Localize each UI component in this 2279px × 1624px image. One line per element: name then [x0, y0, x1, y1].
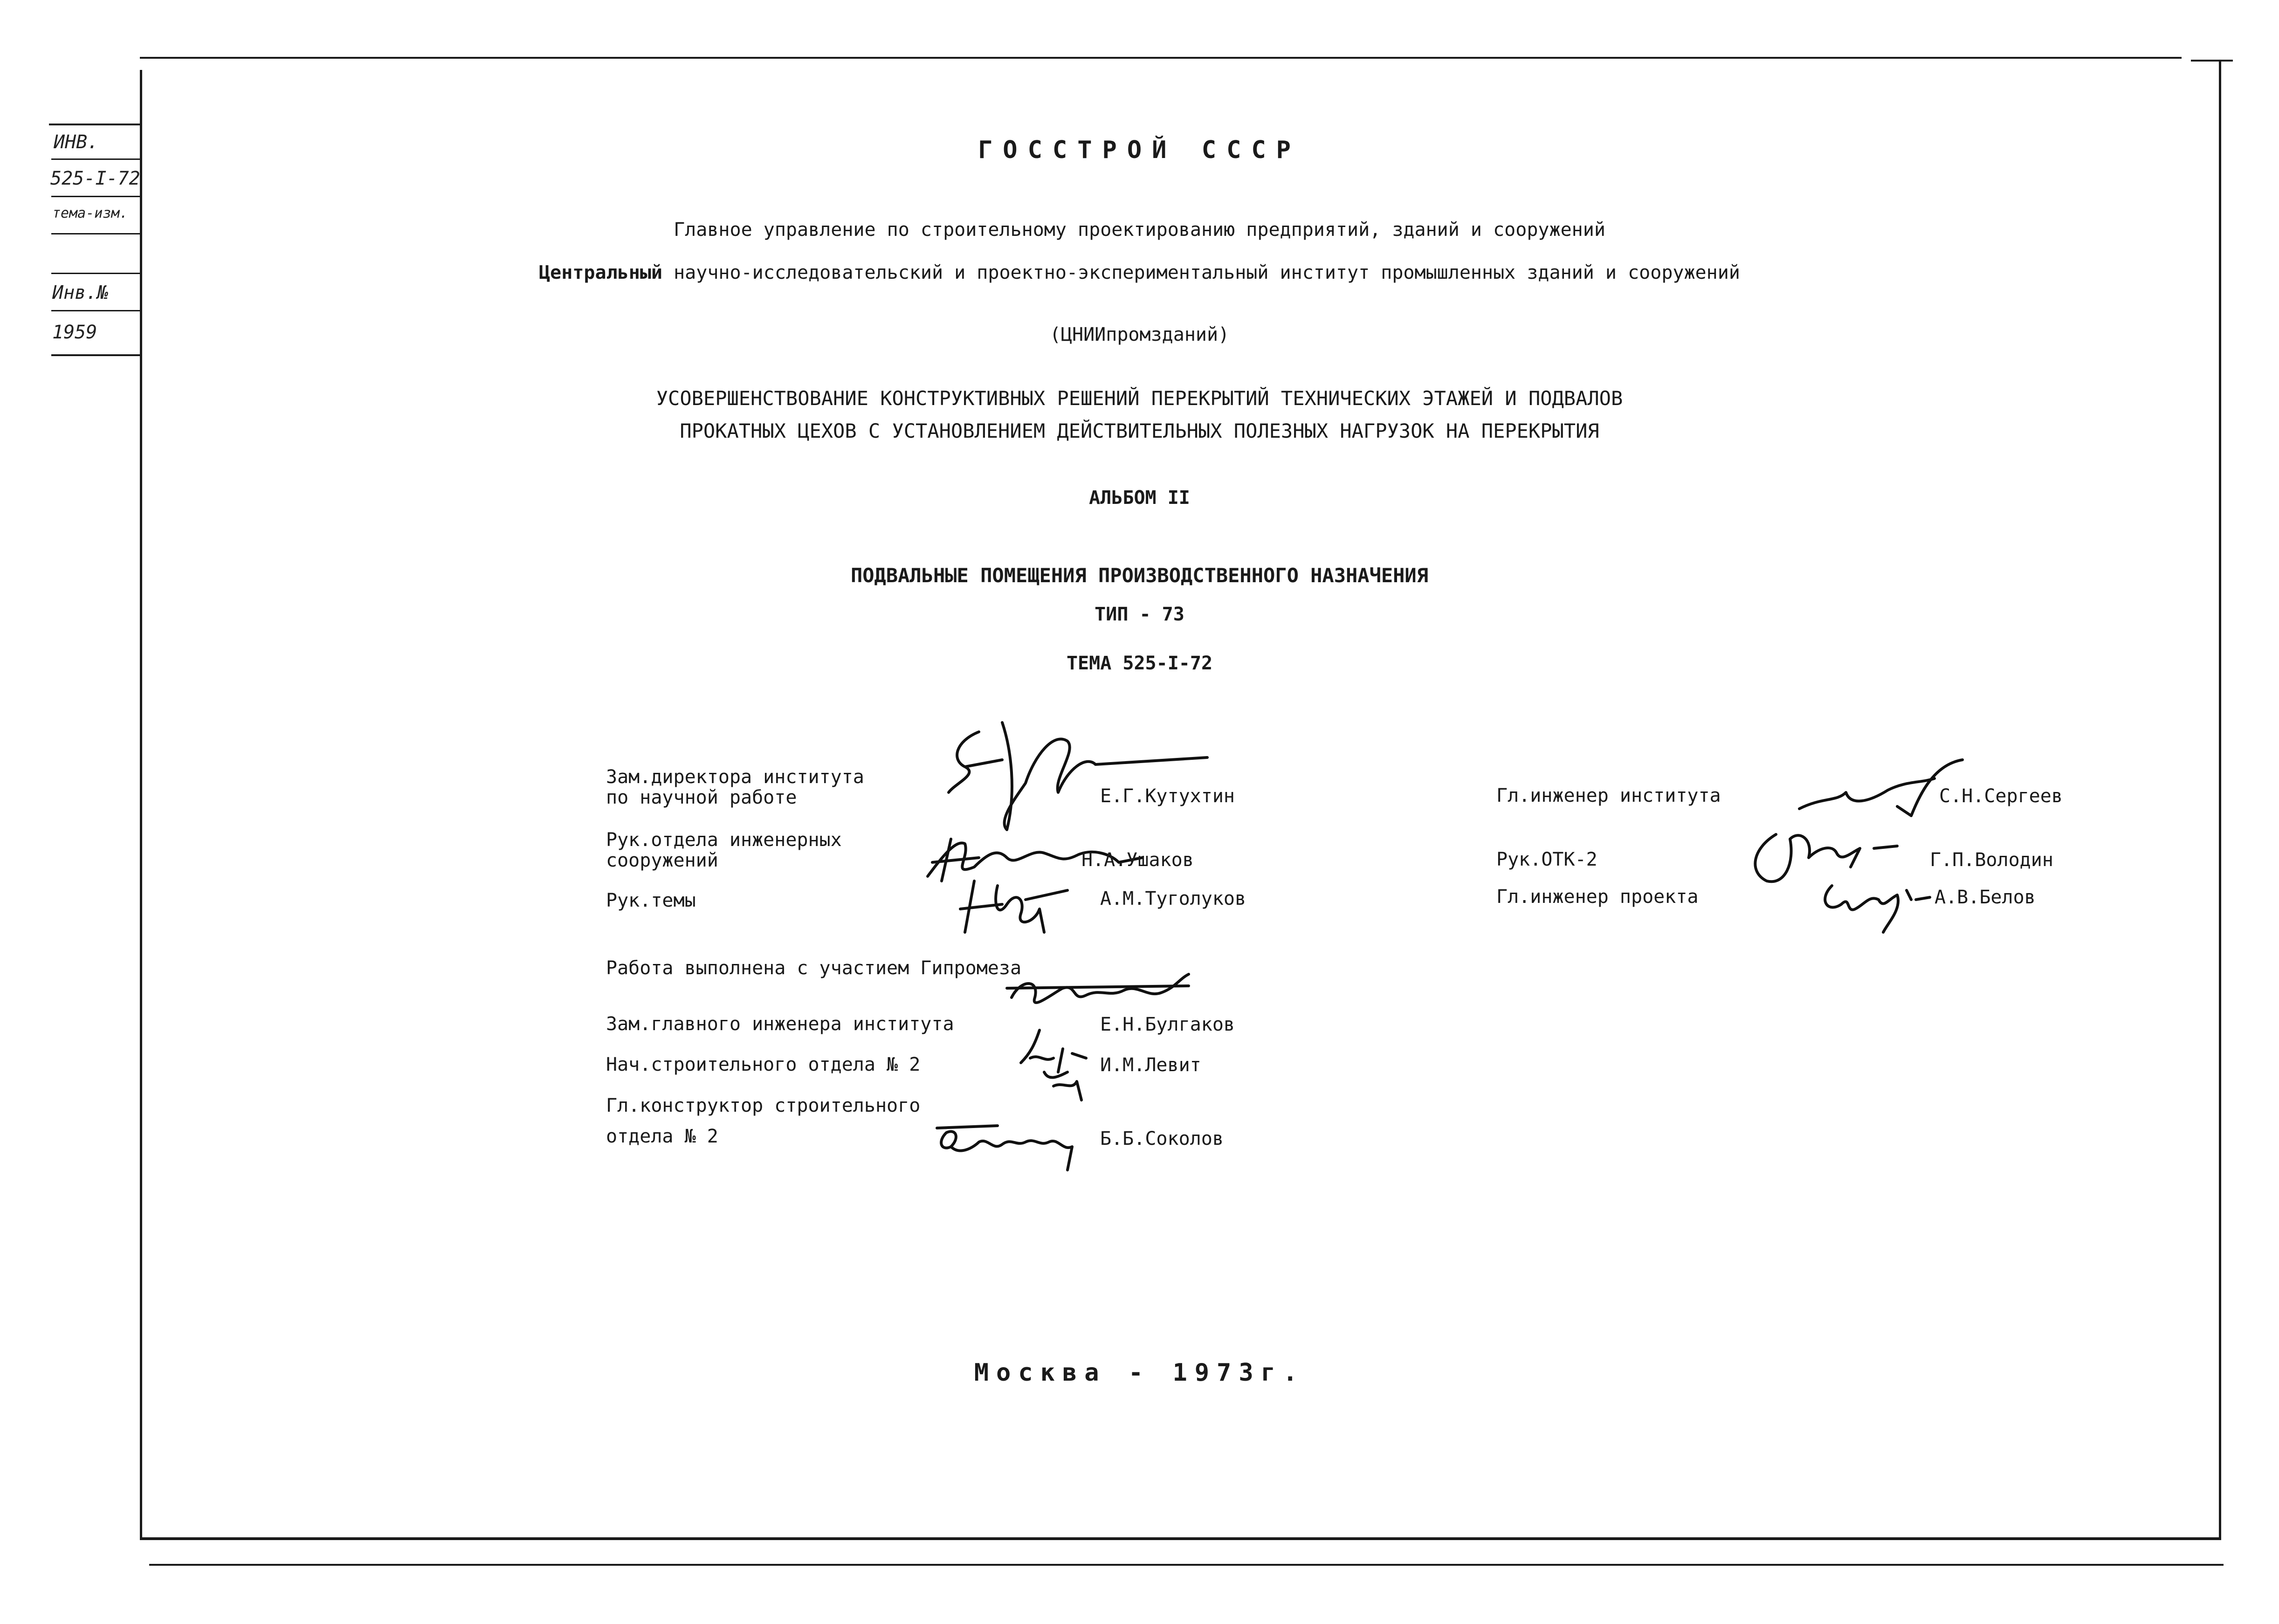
signatory-name: Н.А.Ушаков: [1081, 849, 1194, 871]
signatory-name: А.В.Белов: [1935, 887, 2036, 908]
institute-line: [0, 262, 2279, 283]
signatory-role: Рук.ОТК-2: [1496, 849, 1597, 870]
participant-role: Гл.конструктор строительного отдела № 2: [606, 1095, 921, 1147]
bottom-border: [140, 1537, 2221, 1540]
stamp-inv-number: 1959: [52, 322, 97, 343]
participation-intro: Работа выполнена с участием Гипромеза: [606, 957, 1022, 979]
stamp-theme-code: 525-I-72: [50, 168, 140, 189]
signatory-role: Гл.инженер института: [1496, 785, 1721, 806]
signatory-name: Г.П.Володин: [1930, 849, 2053, 871]
top-border: [140, 57, 2182, 59]
signature-sokolov: [932, 1119, 1091, 1175]
place-year: Москва - 1973г.: [974, 1359, 1305, 1387]
signature-kutukhtin: [946, 713, 1207, 834]
theme-line: ТЕМА 525-I-72: [1066, 653, 1213, 674]
signatory-name: С.Н.Сергеев: [1939, 785, 2063, 807]
signatory-role: Зам.директора института по научной работе: [606, 766, 864, 808]
type-line: ТИП - 73: [1095, 604, 1184, 625]
title-line-2: ПРОКАТНЫХ ЦЕХОВ С УСТАНОВЛЕНИЕМ ДЕЙСТВИТЕЛЬНЫХ ПОЛЕЗНЫХ НАГРУЗОК НА ПЕРЕКРЫТИЯ: [680, 420, 1599, 442]
participant-role: Нач.строительного отдела № 2: [606, 1054, 921, 1075]
signatory-role: Рук.темы: [606, 890, 696, 911]
stamp-inv: ИНВ.: [54, 131, 99, 153]
subject-line: ПОДВАЛЬНЫЕ ПОМЕЩЕНИЯ ПРОИЗВОДСТВЕННОГО НАЗНАЧЕНИЯ: [850, 564, 1429, 587]
institute-abbr: (ЦНИИпромзданий): [1049, 324, 1230, 345]
signature-tugolukov: [956, 872, 1086, 937]
participant-name: Е.Н.Булгаков: [1100, 1014, 1235, 1035]
signatory-role: Гл.инженер проекта: [1496, 886, 1699, 908]
institute-line-bold: Центральный: [539, 262, 662, 283]
signatory-name: А.М.Туголуков: [1100, 888, 1246, 909]
participant-name: Б.Б.Соколов: [1100, 1128, 1224, 1149]
stamp-inv-no: Инв.№: [52, 282, 109, 303]
signatory-role: Рук.отдела инженерных сооружений: [606, 829, 842, 871]
signature-levit: [1026, 1044, 1100, 1105]
participant-role: Зам.главного инженера института: [606, 1013, 954, 1035]
album-label: АЛЬБОМ II: [1089, 487, 1190, 509]
title-line-1: УСОВЕРШЕНСТВОВАНИЕ КОНСТРУКТИВНЫХ РЕШЕНИЙ ПЕРЕКРЫТИЙ ТЕХНИЧЕСКИХ ЭТАЖЕЙ И ПОДВАЛОВ: [656, 387, 1623, 410]
directorate-line: Главное управление по строительному проектированию предприятий, зданий и сооружений: [674, 219, 1605, 241]
institute-line-rest: научно-исследовательский и проектно-экспериментальный институт промышленных зданий и сооружений: [674, 262, 1740, 283]
signatory-name: Е.Г.Кутухтин: [1100, 785, 1235, 807]
signature-belov: [1818, 872, 1939, 937]
stamp-theme-label: тема-изм.: [52, 205, 128, 221]
bottom-underline: [149, 1564, 2224, 1566]
participant-name: И.М.Левит: [1100, 1054, 1201, 1076]
top-border-tail: [2191, 60, 2233, 62]
agency-title: ГОССТРОЙ СССР: [978, 136, 1301, 164]
